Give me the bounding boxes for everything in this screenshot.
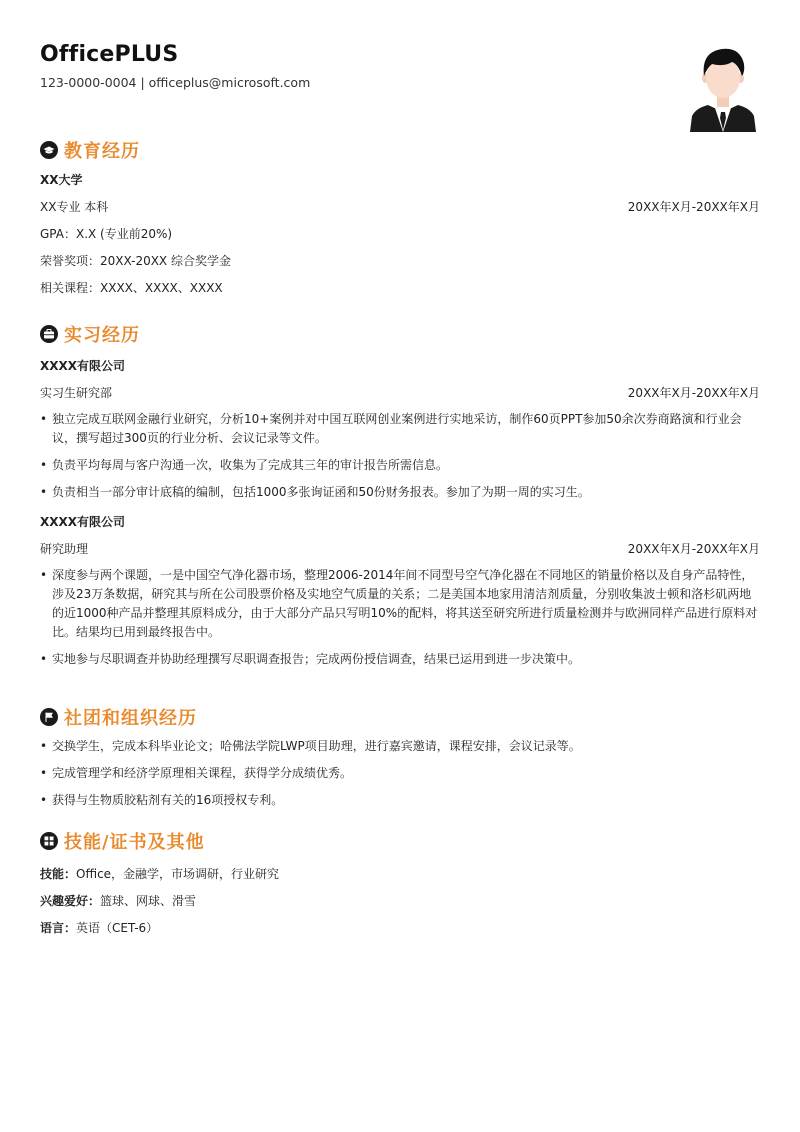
job-period: 20XX年X月-20XX年X月 — [627, 386, 760, 400]
honors: 荣誉奖项：20XX-20XX 综合奖学金 — [40, 254, 231, 268]
education-block — [40, 166, 760, 301]
internship-job-1 — [40, 352, 760, 510]
section-internship-title — [40, 322, 140, 346]
major-row — [40, 193, 760, 220]
role-row — [40, 535, 760, 562]
resume-header — [40, 42, 310, 90]
list-item: • 实地参与尽职调查并协助经理撰写尽职调查报告；完成两份授信调查，结果已运用到进一步决策中。 — [40, 650, 760, 669]
company-row — [40, 508, 760, 535]
gpa: GPA：X.X (专业前20%) — [40, 227, 173, 241]
job-period: 20XX年X月-20XX年X月 — [627, 542, 760, 556]
list-item: • 完成管理学和经济学原理相关课程，获得学分成绩优秀。 — [40, 764, 760, 783]
role-row — [40, 379, 760, 406]
skill-value: Office，金融学，市场调研，行业研究 — [76, 867, 280, 881]
company-name: XXXX有限公司 — [40, 515, 126, 529]
courses: 相关课程：XXXX、XXXX、XXXX — [40, 281, 223, 295]
section-title-text: 社团和组织经历 — [64, 708, 197, 729]
list-item: • 深度参与两个课题，一是中国空气净化器市场，整理2006-2014年间不同型号空气净化器在不同地区的销量价格以及自身产品特性，涉及23万条数据，研究其与所在公司股票价格及实地空气质量的关系；二是美国本地家用清洁剂质量，分别收集波士顿和洛杉矶两地的近1000种产品并整理其原料成分，由于大部分产品只写明10%的配料，将其送至研究所进行质量检测并与欧洲同样产品进行原料对比。结果均已用到最终报告中。 — [40, 566, 760, 642]
skills-block — [40, 860, 760, 941]
list-item: • 独立完成互联网金融行业研究，分析10+案例并对中国互联网创业案例进行实地采访，制作60页PPT参加50余次券商路演和行业会议，撰写超过300页的行业分析、会议记录等文件。 — [40, 410, 760, 448]
candidate-name: OfficePLUS — [40, 42, 179, 67]
hobby-label: 兴趣爱好： — [40, 894, 101, 908]
list-item: • 获得与生物质胶粘剂有关的16项授权专利。 — [40, 791, 760, 810]
company-row — [40, 352, 760, 379]
role: 实习生研究部 — [40, 386, 113, 400]
section-title-text: 实习经历 — [64, 325, 140, 346]
list-item: • 交换学生，完成本科毕业论文；哈佛法学院LWP项目助理，进行嘉宾邀请，课程安排，会议记录等。 — [40, 737, 760, 756]
section-title-text: 教育经历 — [64, 141, 140, 162]
section-education-title — [40, 138, 140, 162]
avatar — [688, 42, 758, 132]
contact-info: 123-0000-0004 | officeplus@microsoft.com — [40, 75, 311, 90]
education-period: 20XX年X月-20XX年X月 — [627, 200, 760, 214]
language-row — [40, 914, 760, 941]
briefcase-icon — [40, 325, 58, 343]
company-name: XXXX有限公司 — [40, 359, 126, 373]
school-name: XX大学 — [40, 173, 83, 187]
skill-row — [40, 860, 760, 887]
grid-icon — [40, 832, 58, 850]
flag-icon — [40, 708, 58, 726]
list-item: • 负责平均每周与客户沟通一次，收集为了完成其三年的审计报告所需信息。 — [40, 456, 760, 475]
internship-job-2 — [40, 508, 760, 677]
language-value: 英语（CET-6） — [76, 921, 159, 935]
section-title-text: 技能/证书及其他 — [64, 832, 205, 853]
hobby-row — [40, 887, 760, 914]
major: XX专业 本科 — [40, 200, 109, 214]
school-row — [40, 166, 760, 193]
skill-label: 技能： — [40, 867, 77, 881]
role: 研究助理 — [40, 542, 89, 556]
section-clubs-title — [40, 705, 197, 729]
clubs-block — [40, 737, 760, 818]
language-label: 语言： — [40, 921, 77, 935]
hobby-value: 篮球、网球、滑雪 — [100, 894, 197, 908]
list-item: • 负责相当一部分审计底稿的编制，包括1000多张询证函和50份财务报表。参加了为期一周的实习生。 — [40, 483, 760, 502]
graduation-cap-icon — [40, 141, 58, 159]
section-skills-title — [40, 829, 205, 853]
